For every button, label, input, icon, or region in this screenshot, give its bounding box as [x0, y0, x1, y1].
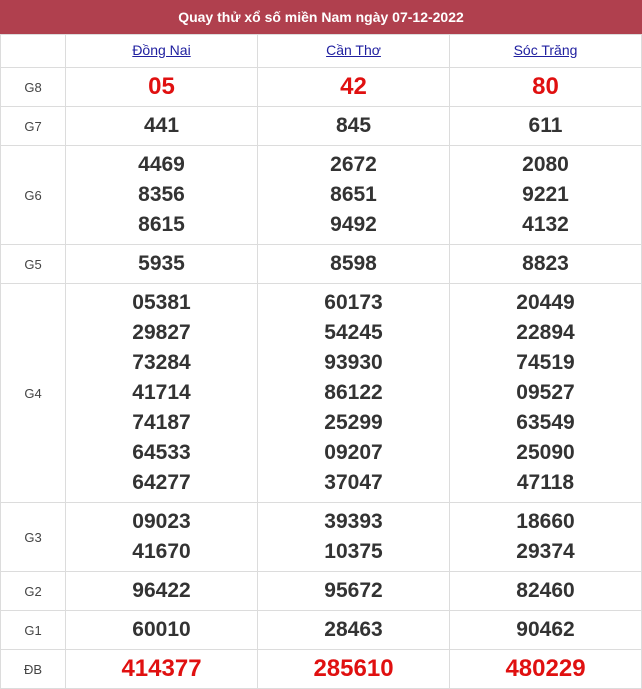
prize-cell — [450, 107, 642, 146]
prize-row — [1, 284, 642, 503]
prize-number: 4469 — [138, 153, 185, 176]
prize-number: 74519 — [516, 351, 575, 374]
prize-cell — [450, 245, 642, 284]
prize-label: G7 — [1, 107, 66, 146]
prize-number: 64277 — [132, 471, 191, 494]
prize-cell — [66, 107, 258, 146]
prize-label: G6 — [1, 146, 66, 245]
prize-number: 10375 — [324, 540, 383, 563]
prize-number: 4132 — [522, 213, 569, 236]
prize-label: G1 — [1, 611, 66, 650]
prize-number: 47118 — [516, 471, 575, 494]
prize-label: G2 — [1, 572, 66, 611]
prize-label: G3 — [1, 503, 66, 572]
prize-cell — [258, 245, 450, 284]
prize-cell — [258, 650, 450, 689]
prize-row — [1, 146, 642, 245]
prize-number: 8651 — [330, 183, 377, 206]
prize-number: 60010 — [132, 618, 191, 641]
prize-cell — [450, 146, 642, 245]
prize-number: 09207 — [324, 441, 383, 464]
province-header — [66, 35, 258, 68]
prize-label: ĐB — [1, 650, 66, 689]
prize-row — [1, 245, 642, 284]
prize-number: 28463 — [324, 618, 383, 641]
prize-number: 37047 — [324, 471, 383, 494]
prize-label: G5 — [1, 245, 66, 284]
prize-cell — [66, 572, 258, 611]
prize-cell — [450, 284, 642, 503]
prize-cell — [258, 284, 450, 503]
prize-cell — [66, 146, 258, 245]
prize-number: 54245 — [324, 321, 383, 344]
prize-number: 480229 — [505, 655, 586, 682]
prize-number: 845 — [335, 114, 372, 137]
prize-number: 441 — [143, 114, 180, 137]
prize-cell — [450, 650, 642, 689]
prize-cell — [450, 503, 642, 572]
prize-label: G4 — [1, 284, 66, 503]
prize-number: 86122 — [324, 381, 383, 404]
prize-cell — [258, 611, 450, 650]
prize-cell — [450, 611, 642, 650]
province-header-row — [1, 35, 642, 68]
prize-number: 25299 — [324, 411, 383, 434]
prize-number: 82460 — [516, 579, 575, 602]
prize-number: 8598 — [330, 252, 377, 275]
prize-number: 8356 — [138, 183, 185, 206]
prize-label: G8 — [1, 68, 66, 107]
prize-cell — [450, 68, 642, 107]
results-body — [1, 68, 642, 689]
prize-number: 18660 — [516, 510, 575, 533]
prize-row — [1, 650, 642, 689]
prize-number: 29827 — [132, 321, 191, 344]
prize-number: 9492 — [330, 213, 377, 236]
header-empty — [1, 35, 66, 68]
prize-number: 60173 — [324, 291, 383, 314]
province-link-can-tho[interactable]: Cần Thơ — [326, 42, 381, 58]
prize-number: 9221 — [522, 183, 569, 206]
prize-cell — [450, 572, 642, 611]
prize-cell — [66, 611, 258, 650]
prize-cell — [258, 572, 450, 611]
province-header — [258, 35, 450, 68]
prize-number: 611 — [528, 114, 563, 137]
prize-number: 20449 — [516, 291, 575, 314]
prize-number: 93930 — [324, 351, 383, 374]
prize-number: 8615 — [138, 213, 185, 236]
prize-number: 64533 — [132, 441, 191, 464]
prize-number: 29374 — [516, 540, 575, 563]
prize-cell — [258, 68, 450, 107]
prize-number: 80 — [532, 73, 559, 100]
prize-row — [1, 503, 642, 572]
prize-number: 96422 — [132, 579, 191, 602]
prize-row — [1, 572, 642, 611]
prize-cell — [66, 284, 258, 503]
prize-number: 41714 — [132, 381, 191, 404]
prize-number: 5935 — [138, 252, 185, 275]
prize-number: 285610 — [313, 655, 394, 682]
prize-number: 42 — [340, 73, 367, 100]
prize-cell — [66, 650, 258, 689]
prize-number: 25090 — [516, 441, 575, 464]
results-table — [0, 34, 642, 689]
prize-cell — [258, 503, 450, 572]
prize-number: 41670 — [132, 540, 191, 563]
prize-number: 2672 — [330, 153, 377, 176]
prize-number: 74187 — [132, 411, 191, 434]
province-header — [450, 35, 642, 68]
prize-number: 63549 — [516, 411, 575, 434]
province-link-dong-nai[interactable]: Đồng Nai — [132, 42, 191, 58]
prize-number: 73284 — [132, 351, 191, 374]
prize-number: 05381 — [132, 291, 191, 314]
prize-number: 95672 — [324, 579, 383, 602]
prize-number: 09023 — [132, 510, 191, 533]
prize-cell — [66, 245, 258, 284]
province-link-soc-trang[interactable]: Sóc Trăng — [513, 42, 578, 58]
prize-number: 414377 — [121, 655, 202, 682]
prize-number: 22894 — [516, 321, 575, 344]
prize-cell — [258, 146, 450, 245]
page-title: Quay thử xổ số miền Nam ngày 07-12-2022 — [0, 0, 642, 34]
prize-row — [1, 107, 642, 146]
prize-number: 8823 — [522, 252, 569, 275]
prize-number: 05 — [148, 73, 175, 100]
prize-row — [1, 68, 642, 107]
prize-number: 90462 — [516, 618, 575, 641]
prize-cell — [66, 503, 258, 572]
prize-number: 09527 — [516, 381, 575, 404]
prize-cell — [66, 68, 258, 107]
prize-number: 2080 — [522, 153, 569, 176]
prize-number: 39393 — [324, 510, 383, 533]
prize-row — [1, 611, 642, 650]
prize-cell — [258, 107, 450, 146]
